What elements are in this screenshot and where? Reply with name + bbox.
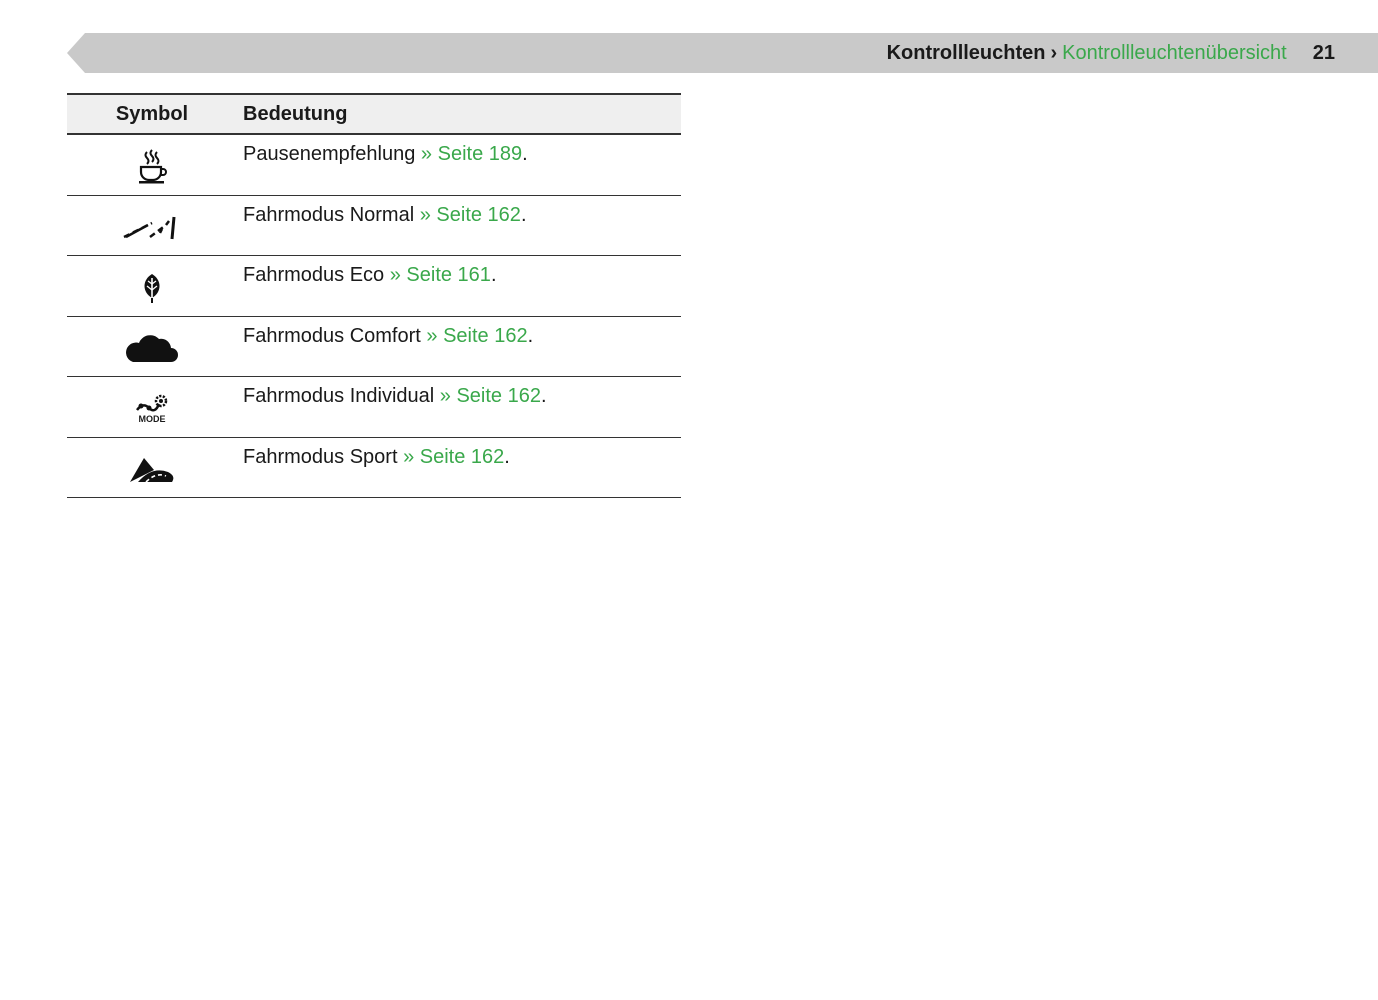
breadcrumb-section: Kontrollleuchten xyxy=(886,41,1046,64)
row-end: . xyxy=(520,203,527,226)
page-reference-link[interactable]: » Seite 162 xyxy=(419,203,521,226)
page-number: 21 xyxy=(1312,41,1335,64)
row-label: Fahrmodus Eco xyxy=(243,264,385,286)
row-label: Fahrmodus Comfort xyxy=(243,324,421,347)
leaf-icon xyxy=(140,272,164,304)
indicator-table xyxy=(67,93,681,498)
table-row xyxy=(67,196,681,257)
table-header xyxy=(67,95,681,135)
table-row xyxy=(67,317,681,378)
row-end: . xyxy=(522,143,528,165)
coffee-cup-icon xyxy=(136,149,168,185)
page-reference-link[interactable]: » Seite 162 xyxy=(403,445,505,468)
page-reference-link[interactable]: » Seite 162 xyxy=(426,324,528,347)
table-row xyxy=(67,256,681,317)
cloud-icon xyxy=(125,332,179,364)
row-end: . xyxy=(490,264,497,286)
breadcrumb-separator: › xyxy=(1050,41,1058,64)
page-reference-link[interactable]: » Seite 162 xyxy=(439,385,541,407)
row-label: Fahrmodus Sport xyxy=(243,445,398,468)
road-lanes-icon xyxy=(122,213,182,241)
sport-road-icon xyxy=(128,454,176,484)
row-end: . xyxy=(540,385,547,407)
table-row xyxy=(67,438,681,499)
column-header-symbol: Symbol xyxy=(115,102,189,125)
mode-gear-icon xyxy=(135,394,169,424)
table-row xyxy=(67,377,681,438)
row-label: Pausenempfehlung xyxy=(243,143,416,165)
row-end: . xyxy=(527,324,534,347)
row-label: Fahrmodus Normal xyxy=(243,203,415,226)
page-reference-link[interactable]: » Seite 161 xyxy=(389,264,491,286)
row-end: . xyxy=(504,445,510,468)
breadcrumb-page-title[interactable]: Kontrollleuchtenübersicht xyxy=(1062,41,1287,64)
row-label: Fahrmodus Individual xyxy=(243,385,435,407)
breadcrumb xyxy=(887,33,1335,73)
mode-icon-label: MODE xyxy=(138,413,166,424)
table-row xyxy=(67,135,681,196)
page-reference-link[interactable]: » Seite 189 xyxy=(420,143,523,165)
column-header-meaning: Bedeutung xyxy=(243,102,348,125)
